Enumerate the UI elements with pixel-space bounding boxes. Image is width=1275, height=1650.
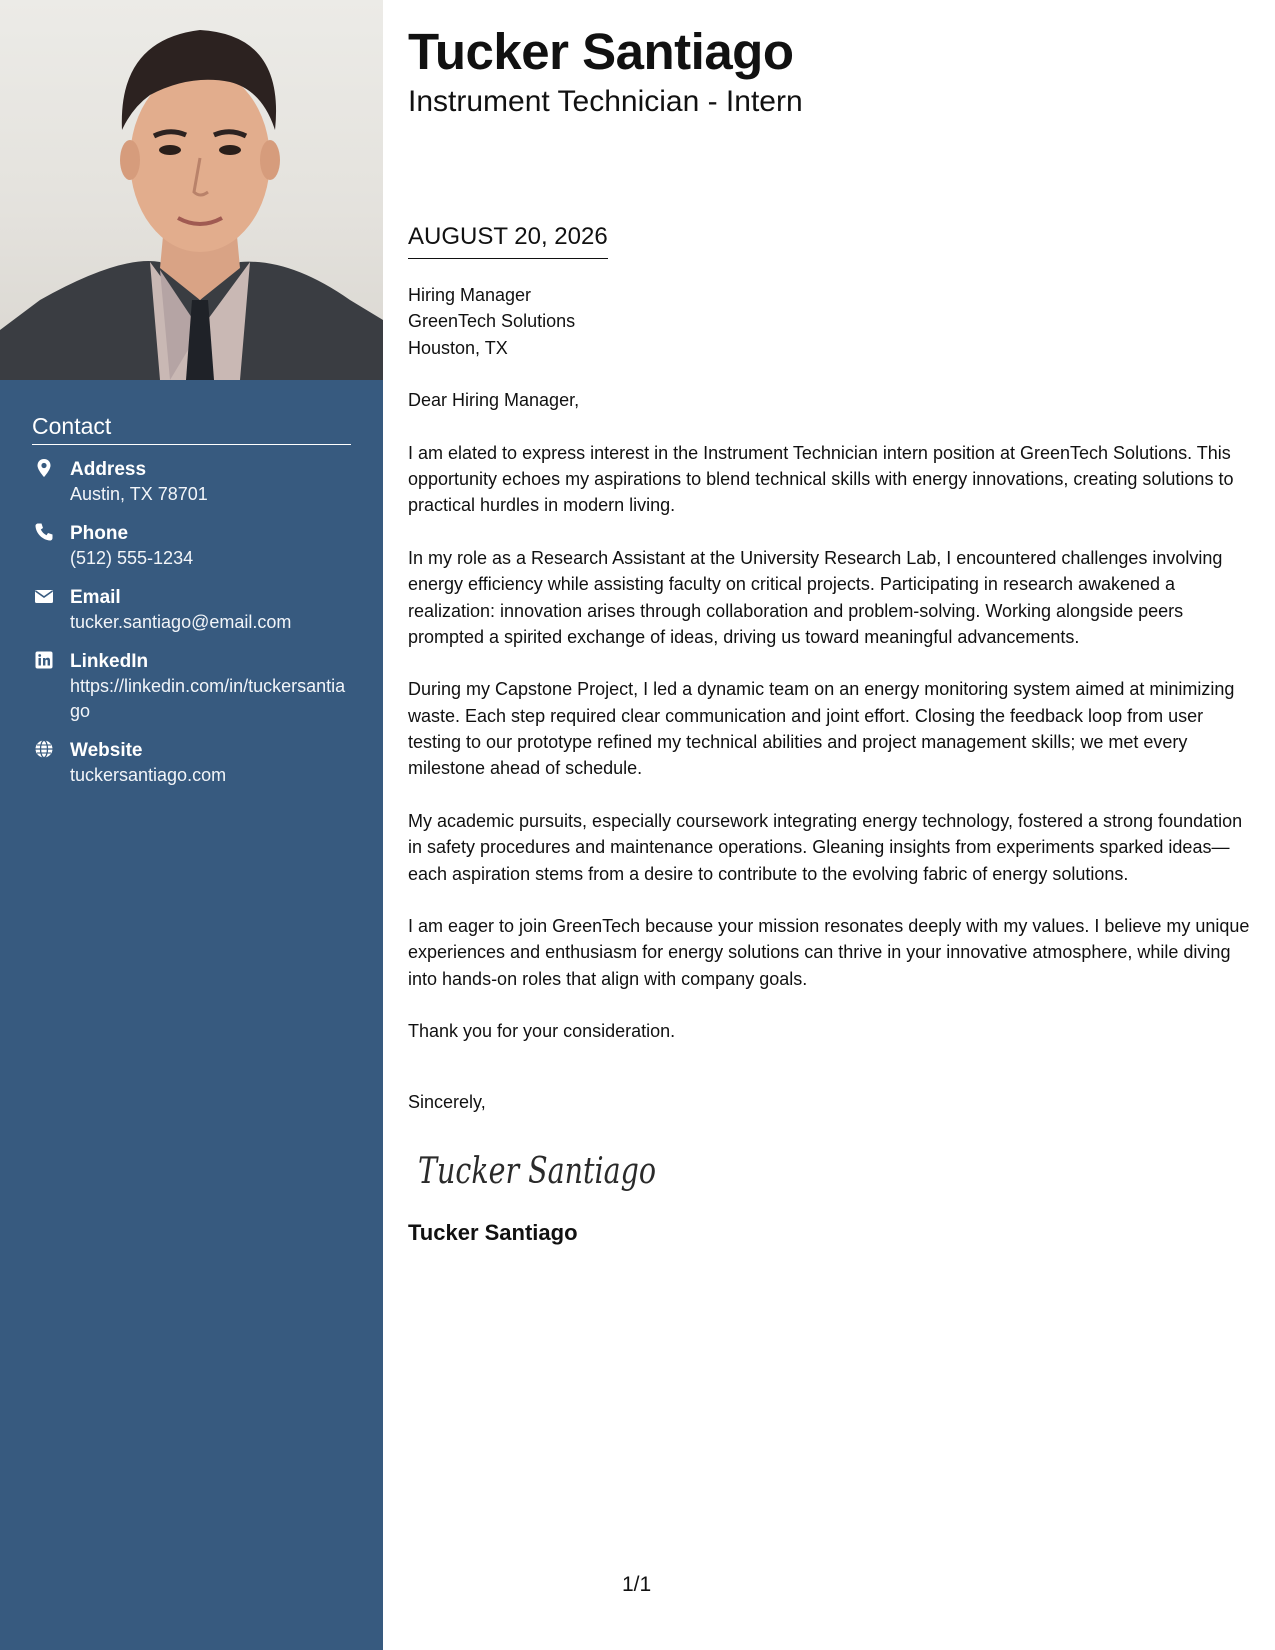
paragraph: In my role as a Research Assistant at the University Research Lab, I encountered challenges involving energy efficiency while assisting faculty on critical projects. Participating in research awakened a realization: innovation arises through collaboration and problem-solving. Working alongside peers prompted a spirited exchange of ideas, driving us toward meaningful advancements. xyxy=(408,547,1223,647)
contact-label: Address xyxy=(70,459,147,480)
contact-label: LinkedIn xyxy=(70,651,149,672)
address-value: Austin, TX 78701 xyxy=(70,484,208,504)
recipient-line: Hiring Manager xyxy=(408,285,532,305)
contact-list xyxy=(32,457,351,788)
letter-date: AUGUST 20, 2026 xyxy=(408,222,608,259)
paragraph: I am eager to join GreenTech because your mission resonates deeply with my values. I believe my unique experiences and enthusiasm for energy solutions can thrive in your innovative atmosphere, while diving into hands-on roles that align with company goals. xyxy=(408,916,1250,989)
contact-label: Website xyxy=(70,740,143,761)
paragraph: My academic pursuits, especially coursework integrating energy technology, fostered a strong foundation in safety procedures and maintenance operations. Gleaning insights from experiments sparked ideas—each aspiration stems from a desire to contribute to the evolving fabric of energy solutions. xyxy=(408,810,1243,884)
applicant-name: Tucker Santiago xyxy=(408,23,794,80)
envelope-icon xyxy=(34,586,54,606)
sidebar xyxy=(0,0,383,1650)
contact-section xyxy=(32,412,351,802)
contact-label: Phone xyxy=(70,523,129,544)
paragraph: I am elated to express interest in the Instrument Technician intern position at GreenTech Solutions. This opportunity echoes my aspirations to blend technical skills with energy innovations, creating solutions to practical hurdles in modern living. xyxy=(408,442,1234,516)
letter-body xyxy=(408,282,1253,1247)
contact-item-website xyxy=(32,738,351,788)
applicant-role: Instrument Technician - Intern xyxy=(408,85,803,118)
contact-item-email xyxy=(32,585,351,635)
map-pin-icon xyxy=(34,458,54,478)
spacer xyxy=(408,1045,1253,1089)
salutation: Dear Hiring Manager, xyxy=(408,390,580,411)
phone-icon xyxy=(34,522,54,542)
contact-item-linkedin xyxy=(32,649,351,724)
handwritten-signature xyxy=(414,1143,664,1197)
email-value[interactable]: tucker.santiago@email.com xyxy=(70,612,292,632)
recipient-block xyxy=(408,282,1253,361)
closing: Sincerely, xyxy=(408,1091,486,1112)
contact-item-address xyxy=(32,457,351,507)
page-number: 1/1 xyxy=(622,1573,652,1596)
website-value[interactable]: tuckersantiago.com xyxy=(70,765,227,785)
signer-name: Tucker Santiago xyxy=(408,1219,578,1245)
linkedin-icon xyxy=(34,650,54,670)
paragraph: During my Capstone Project, I led a dynamic team on an energy monitoring system aimed at minimizing waste. Each step required clear communication and joint effort. Closing the feedback loop from user testing to our prototype refined my technical abilities and project management skills; we met every milestone ahead of schedule. xyxy=(408,679,1235,779)
contact-label: Email xyxy=(70,587,121,608)
svg-text:Tucker Santiago: Tucker Santiago xyxy=(418,1150,656,1192)
portrait-illustration xyxy=(0,0,383,380)
phone-value[interactable]: (512) 555-1234 xyxy=(70,548,194,568)
linkedin-value[interactable]: https://linkedin.com/in/tuckersantiago xyxy=(70,676,346,721)
profile-photo xyxy=(0,0,383,380)
contact-item-phone xyxy=(32,521,351,571)
globe-icon xyxy=(34,739,54,759)
recipient-line: Houston, TX xyxy=(408,337,508,358)
contact-heading: Contact xyxy=(32,412,351,445)
recipient-line: GreenTech Solutions xyxy=(408,311,576,332)
paragraph: Thank you for your consideration. xyxy=(408,1021,676,1042)
